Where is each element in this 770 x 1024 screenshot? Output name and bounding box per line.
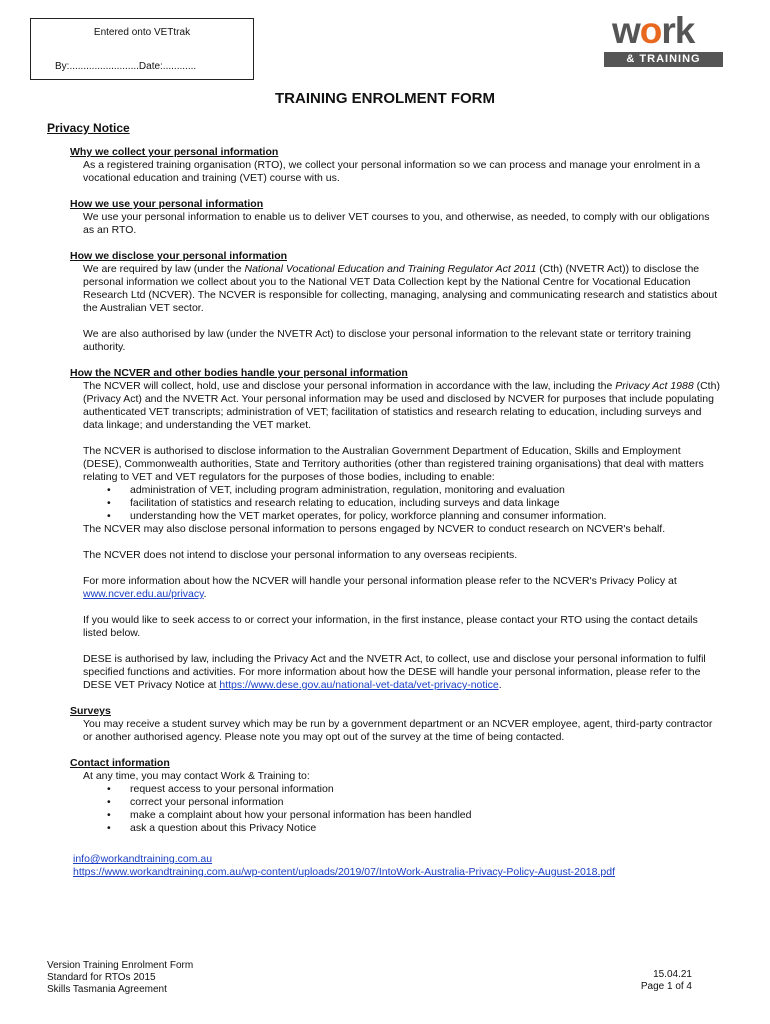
footer-page-number: Page 1 of 4: [640, 981, 692, 992]
how-use-heading: How we use your personal information: [70, 198, 264, 210]
list-item: • administration of VET, including program administration, regulation, monitoring and evaluation: [107, 484, 722, 497]
ncver-paragraph-2: The NCVER is authorised to disclose information to the Australian Government Department of Education, Skills and Employment (DESE), Commonwealth authorities, State and Territory authorities (other than registered training organisations) that deal with matters relating to VET and VET regulators for the purposes of those bodies, including to enable:: [83, 445, 704, 483]
list-item: • make a complaint about how your personal information has been handled: [107, 809, 722, 822]
contact-reasons-list: [70, 783, 722, 835]
how-use-body: We use your personal information to enable us to deliver VET courses to you, and otherwise, as needed, to comply with our obligations as an RTO.: [83, 211, 710, 236]
ncver-privacy-link[interactable]: www.ncver.edu.au/privacy: [83, 588, 204, 600]
page-title: TRAINING ENROLMENT FORM: [275, 90, 495, 107]
surveys-heading: Surveys: [70, 705, 111, 717]
list-item: • understanding how the VET market operates, for policy, workforce planning and consumer information.: [107, 510, 722, 523]
ncver-paragraph-3: The NCVER may also disclose personal information to persons engaged by NCVER to conduct research on NCVER's behalf.: [83, 523, 666, 535]
footer-standard: Standard for RTOs 2015: [47, 972, 156, 983]
vettrak-box: [30, 18, 254, 80]
disclose-heading: How we disclose your personal information: [70, 250, 288, 262]
contact-email-link[interactable]: info@workandtraining.com.au: [73, 853, 213, 865]
contact-intro: At any time, you may contact Work & Training to:: [83, 770, 310, 782]
privacy-notice-heading: Privacy Notice: [47, 121, 130, 135]
ncver-paragraph-4: The NCVER does not intend to disclose your personal information to any overseas recipients.: [83, 549, 518, 561]
list-item: • request access to your personal information: [107, 783, 722, 796]
list-item: • facilitation of statistics and research relating to education, including surveys and data linkage: [107, 497, 722, 510]
privacy-notice-content: [70, 146, 722, 879]
footer-left: [47, 960, 193, 996]
footer-date: 15.04.21: [653, 969, 692, 980]
logo-training-bar: & TRAINING: [604, 52, 723, 67]
footer-agreement: Skills Tasmania Agreement: [47, 984, 167, 995]
contact-heading: Contact information: [70, 757, 170, 769]
logo-word: work: [612, 10, 695, 51]
vettrak-by-date-line: By:.........................Date:............: [55, 61, 197, 72]
ncver-paragraph-5: For more information about how the NCVER will handle your personal information please refer to the NCVER's Privacy Policy at www.ncver.edu.au/privacy.: [83, 575, 677, 600]
dese-privacy-link[interactable]: https://www.dese.gov.au/national-vet-data/vet-privacy-notice: [219, 679, 499, 691]
disclose-paragraph-1: We are required by law (under the National Vocational Education and Training Regulator Act 2011 (Cth) (NVETR Act)) to disclose the personal information we collect about you to the National VET Data Collection kept by the National Centre for Vocational Education Research Ltd (NCVER). The NCVER is responsible for collecting, managing, analysing and communicating research and statistics about the Australian VET sector.: [83, 263, 718, 314]
ncver-paragraph-1: The NCVER will collect, hold, use and disclose your personal information in accordance with the law, including the Privacy Act 1988 (Cth) (Privacy Act) and the NVETR Act. Your personal information may be used and disclosed by NCVER for purposes that include populating authenticated VET transcripts; administration of VET; facilitation of statistics and research relating to education, including surveys and data linkage; and understanding the VET market.: [83, 380, 720, 431]
footer-right: [641, 969, 692, 993]
ncver-paragraph-6: If you would like to seek access to or correct your information, in the first instance, please contact your RTO using the contact details listed below.: [83, 614, 698, 639]
contact-links: [70, 853, 722, 879]
list-item: • ask a question about this Privacy Notice: [107, 822, 722, 835]
surveys-body: You may receive a student survey which may be run by a government department or an NCVER employee, agent, third-party contractor or another authorised agency. Please note you may opt out of the survey at the time of being contacted.: [83, 718, 713, 743]
disclose-paragraph-2: We are also authorised by law (under the NVETR Act) to disclose your personal information to the relevant state or territory training authority.: [83, 328, 691, 353]
ncver-paragraph-7: DESE is authorised by law, including the Privacy Act and the NVETR Act, to collect, use and disclose your personal information to fulfil specified functions and activities. For more information about how the DESE will handle your personal information, please refer to the DESE VET Privacy Notice at https://www.dese.gov.au/national-vet-data/vet-privacy-notice.: [83, 653, 706, 691]
why-heading: Why we collect your personal information: [70, 146, 279, 158]
footer-version: Version Training Enrolment Form: [47, 960, 194, 971]
vettrak-entered-label: Entered onto VETtrak: [93, 27, 191, 38]
why-body: As a registered training organisation (RTO), we collect your personal information so we can process and manage your enrolment in a vocational education and training (VET) course with us.: [83, 159, 701, 184]
privacy-policy-pdf-link[interactable]: https://www.workandtraining.com.au/wp-content/uploads/2019/07/IntoWork-Australia-Privacy-Policy-August-2018.pdf: [73, 866, 615, 878]
ncver-heading: How the NCVER and other bodies handle your personal information: [70, 367, 408, 379]
work-and-training-logo: [596, 10, 726, 70]
list-item: • correct your personal information: [107, 796, 722, 809]
ncver-purposes-list: [70, 484, 722, 523]
